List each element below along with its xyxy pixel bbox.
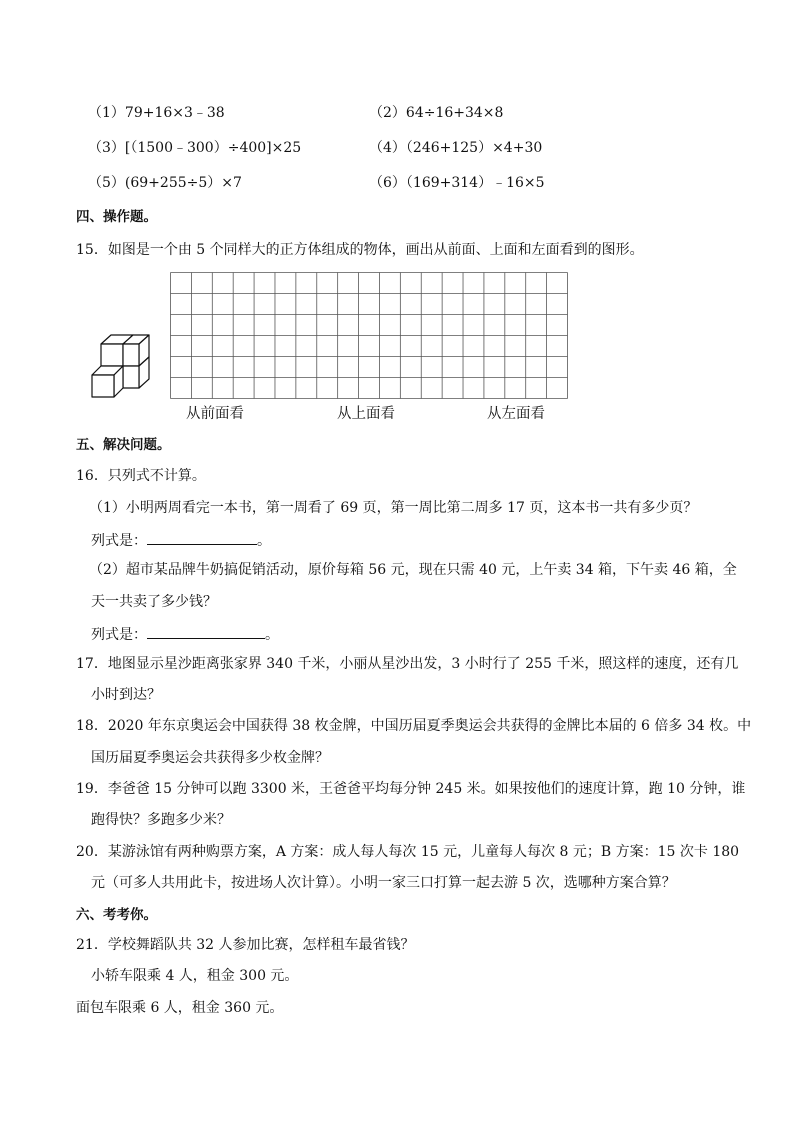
cube-figure xyxy=(88,328,158,398)
drawing-grid[interactable] xyxy=(170,272,568,399)
answer-blank-1[interactable] xyxy=(147,530,257,545)
question-19-line-1: 19．李爸爸 15 分钟可以跑 3300 米，王爸爸平均每分钟 245 米。如果按他们的速度计算，跑 10 分钟，谁 xyxy=(76,781,746,797)
formula-line-1 xyxy=(91,530,271,550)
label-front-view: 从前面看 xyxy=(186,406,244,422)
section-4-title: 四、操作题。 xyxy=(76,209,157,225)
formula-label-1: 列式是： xyxy=(91,533,147,549)
formula-line-2 xyxy=(91,624,279,644)
calc-item-3: （3）[（1500﹣300）÷400]×25 xyxy=(88,140,302,156)
label-top-view: 从上面看 xyxy=(337,406,395,422)
question-20-line-1: 20．某游泳馆有两种购票方案，A 方案：成人每人每次 15 元，儿童每人每次 8 元；B 方案：15 次卡 180 xyxy=(76,844,740,860)
calc-item-6: （6）（169+314）﹣16×5 xyxy=(369,175,545,191)
question-18-line-1: 18．2020 年东京奥运会中国获得 38 枚金牌，中国历届夏季奥运会共获得的金牌比本届的 6 倍多 34 枚。中 xyxy=(76,718,752,734)
calc-item-2: （2）64÷16+34×8 xyxy=(369,105,504,121)
question-21: 21．学校舞蹈队共 32 人参加比赛，怎样租车最省钱？ xyxy=(76,937,415,953)
answer-blank-2[interactable] xyxy=(147,624,265,639)
question-16-2a: （2）超市某品牌牛奶搞促销活动，原价每箱 56 元，现在只需 40 元，上午卖 34 箱，下午卖 46 箱，全 xyxy=(89,562,737,578)
calc-item-5: （5）(69+255÷5）×7 xyxy=(88,175,242,191)
formula-label-2: 列式是： xyxy=(91,627,147,643)
question-17-line-1: 17．地图显示星沙距离张家界 340 千米，小丽从星沙出发，3 小时行了 255 千米，照这样的速度，还有几 xyxy=(76,656,739,672)
question-16: 16．只列式不计算。 xyxy=(76,468,206,484)
question-18-line-2: 国历届夏季奥运会共获得多少枚金牌？ xyxy=(91,750,329,766)
formula-end-2: 。 xyxy=(265,627,279,643)
question-19-line-2: 跑得快？多跑多少米？ xyxy=(91,812,231,828)
question-21-van: 面包车限乘 6 人，租金 360 元。 xyxy=(76,1000,284,1016)
question-20-line-2: 元（可多人共用此卡，按进场人次计算）。小明一家三口打算一起去游 5 次，选哪种方案合算？ xyxy=(91,875,676,891)
question-21-car: 小轿车限乘 4 人，租金 300 元。 xyxy=(91,968,299,984)
section-5-title: 五、解决问题。 xyxy=(76,437,171,453)
question-17-line-2: 小时到达？ xyxy=(91,687,161,703)
label-left-view: 从左面看 xyxy=(487,406,545,422)
calc-item-4: （4）（246+125）×4+30 xyxy=(369,140,543,156)
calc-item-1: （1）79+16×3﹣38 xyxy=(88,105,225,121)
question-16-2b: 天一共卖了多少钱？ xyxy=(91,594,217,610)
question-15: 15．如图是一个由 5 个同样大的正方体组成的物体，画出从前面、上面和左面看到的图形。 xyxy=(76,242,644,258)
question-16-1: （1）小明两周看完一本书，第一周看了 69 页，第一周比第二周多 17 页，这本书一共有多少页？ xyxy=(89,500,698,516)
formula-end-1: 。 xyxy=(257,533,271,549)
section-6-title: 六、考考你。 xyxy=(76,907,157,923)
